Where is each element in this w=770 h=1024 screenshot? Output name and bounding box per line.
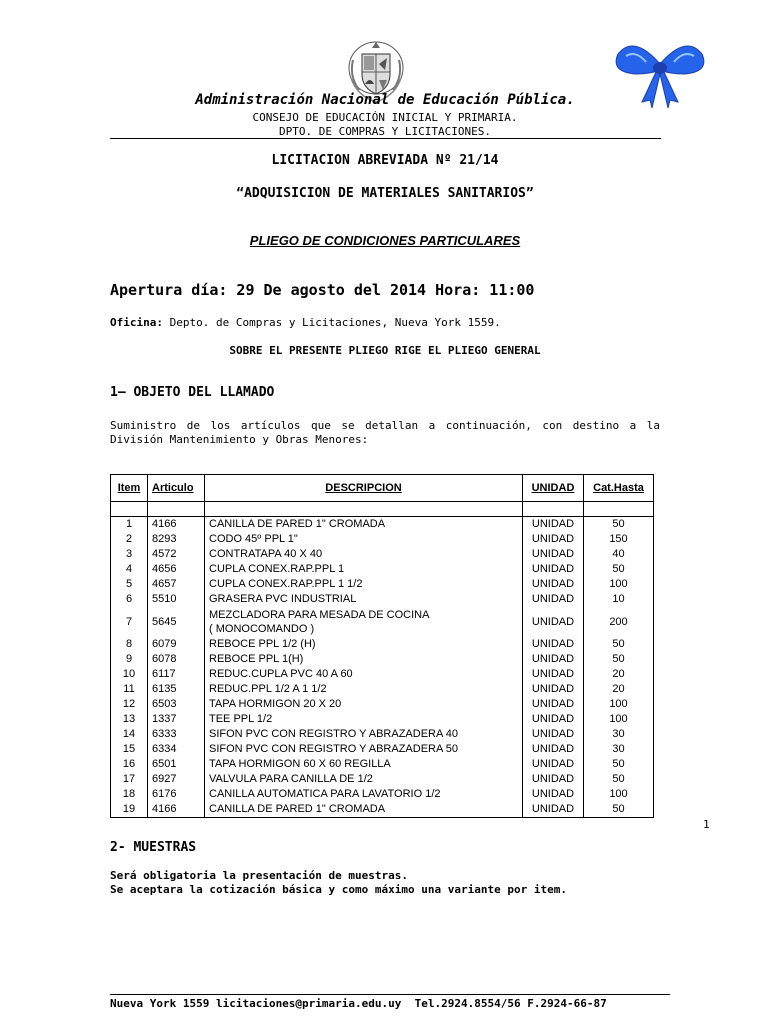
- cell-unidad: UNIDAD: [523, 772, 584, 787]
- pliego-title: PLIEGO DE CONDICIONES PARTICULARES: [249, 233, 521, 248]
- cell-item: 15: [111, 742, 148, 757]
- cell-articulo: 6333: [148, 727, 205, 742]
- cell-item: 13: [111, 712, 148, 727]
- table-row: [111, 637, 654, 652]
- cell-descripcion: CANILLA DE PARED 1" CROMADA: [205, 517, 523, 533]
- general-terms-note: SOBRE EL PRESENTE PLIEGO RIGE EL PLIEGO GENERAL: [229, 344, 541, 357]
- table-row: [111, 562, 654, 577]
- cell-cat-hasta: 50: [584, 562, 654, 577]
- cell-articulo: 4572: [148, 547, 205, 562]
- cell-unidad: UNIDAD: [523, 697, 584, 712]
- cell-descripcion: CUPLA CONEX.RAP.PPL 1: [205, 562, 523, 577]
- cell-unidad: UNIDAD: [523, 682, 584, 697]
- cell-cat-hasta: 50: [584, 802, 654, 818]
- table-row: [111, 592, 654, 607]
- table-row: [111, 607, 654, 637]
- cell-descripcion: TAPA HORMIGON 20 X 20: [205, 697, 523, 712]
- cell-articulo: 4166: [148, 517, 205, 533]
- cell-cat-hasta: 20: [584, 682, 654, 697]
- cell-articulo: 6503: [148, 697, 205, 712]
- header-item: Item: [111, 475, 148, 502]
- table-row: [111, 787, 654, 802]
- office-label: Oficina:: [110, 316, 163, 329]
- page-number: 1: [703, 818, 710, 831]
- table-row: [111, 517, 654, 533]
- cell-item: 3: [111, 547, 148, 562]
- header-divider: [110, 138, 661, 139]
- cell-item: 9: [111, 652, 148, 667]
- cell-descripcion: CODO 45º PPL 1": [205, 532, 523, 547]
- office-line: [110, 316, 501, 329]
- header-articulo: Articulo: [148, 475, 205, 502]
- cell-unidad: UNIDAD: [523, 517, 584, 533]
- cell-cat-hasta: 100: [584, 697, 654, 712]
- cell-item: 2: [111, 532, 148, 547]
- cell-descripcion: REBOCE PPL 1/2 (H): [205, 637, 523, 652]
- cell-cat-hasta: 30: [584, 742, 654, 757]
- cell-unidad: UNIDAD: [523, 637, 584, 652]
- table-row: [111, 697, 654, 712]
- cell-item: 11: [111, 682, 148, 697]
- cell-cat-hasta: 20: [584, 667, 654, 682]
- cell-cat-hasta: 30: [584, 727, 654, 742]
- cell-descripcion: CANILLA DE PARED 1" CROMADA: [205, 802, 523, 818]
- cell-articulo: 6135: [148, 682, 205, 697]
- table-spacer-row: [111, 502, 654, 517]
- cell-item: 1: [111, 517, 148, 533]
- cell-descripcion: SIFON PVC CON REGISTRO Y ABRAZADERA 40: [205, 727, 523, 742]
- cell-item: 18: [111, 787, 148, 802]
- table-row: [111, 682, 654, 697]
- cell-unidad: UNIDAD: [523, 802, 584, 818]
- table-row: [111, 802, 654, 818]
- cell-descripcion: CANILLA AUTOMATICA PARA LAVATORIO 1/2: [205, 787, 523, 802]
- cell-unidad: UNIDAD: [523, 727, 584, 742]
- cell-cat-hasta: 50: [584, 517, 654, 533]
- cell-unidad: UNIDAD: [523, 667, 584, 682]
- section-1-title: 1– OBJETO DEL LLAMADO: [110, 385, 275, 400]
- cell-cat-hasta: 10: [584, 592, 654, 607]
- section-1-text: Suministro de los artículos que se detallan a continuación, con destino a la División Mantenimiento y Obras Menores:: [110, 419, 660, 446]
- cell-articulo: 6079: [148, 637, 205, 652]
- cell-item: 7: [111, 607, 148, 637]
- header-unidad: UNIDAD: [523, 475, 584, 502]
- cell-descripcion: [205, 607, 523, 637]
- cell-descripcion: SIFON PVC CON REGISTRO Y ABRAZADERA 50: [205, 742, 523, 757]
- table-row: [111, 652, 654, 667]
- cell-articulo: 6117: [148, 667, 205, 682]
- table-header-row: [111, 475, 654, 502]
- cell-cat-hasta: 100: [584, 787, 654, 802]
- cell-item: 6: [111, 592, 148, 607]
- cell-descripcion: TEE PPL 1/2: [205, 712, 523, 727]
- cell-unidad: UNIDAD: [523, 607, 584, 637]
- table-row: [111, 742, 654, 757]
- department-name: DPTO. DE COMPRAS Y LICITACIONES.: [279, 125, 491, 138]
- cell-cat-hasta: 50: [584, 652, 654, 667]
- table-row: [111, 727, 654, 742]
- table-row: [111, 547, 654, 562]
- office-value: Depto. de Compras y Licitaciones, Nueva York 1559.: [162, 316, 501, 329]
- cell-cat-hasta: 50: [584, 772, 654, 787]
- cell-articulo: 6176: [148, 787, 205, 802]
- cell-descripcion: TAPA HORMIGON 60 X 60 REGILLA: [205, 757, 523, 772]
- header-cat-hasta: Cat.Hasta: [584, 475, 654, 502]
- table-row: [111, 757, 654, 772]
- cell-unidad: UNIDAD: [523, 757, 584, 772]
- cell-unidad: UNIDAD: [523, 742, 584, 757]
- cell-item: 8: [111, 637, 148, 652]
- organization-title: Administración Nacional de Educación Pública.: [195, 92, 575, 108]
- section-2-line-2: Se aceptara la cotización básica y como máximo una variante por item.: [110, 883, 567, 896]
- cell-unidad: UNIDAD: [523, 787, 584, 802]
- cell-descripcion: CUPLA CONEX.RAP.PPL 1 1/2: [205, 577, 523, 592]
- cell-articulo: 5510: [148, 592, 205, 607]
- cell-unidad: UNIDAD: [523, 652, 584, 667]
- cell-item: 12: [111, 697, 148, 712]
- cell-descripcion: VALVULA PARA CANILLA DE 1/2: [205, 772, 523, 787]
- cell-descripcion-line-1: MEZCLADORA PARA MESADA DE COCINA: [209, 609, 430, 621]
- table-row: [111, 532, 654, 547]
- council-name: CONSEJO DE EDUCACIÓN INICIAL Y PRIMARIA.: [252, 111, 518, 124]
- table-row: [111, 667, 654, 682]
- cell-articulo: 6927: [148, 772, 205, 787]
- cell-articulo: 4166: [148, 802, 205, 818]
- cell-descripcion: GRASERA PVC INDUSTRIAL: [205, 592, 523, 607]
- cell-cat-hasta: 100: [584, 712, 654, 727]
- cell-cat-hasta: 150: [584, 532, 654, 547]
- footer-contact: Nueva York 1559 licitaciones@primaria.edu.uy Tel.2924.8554/56 F.2924-66-87: [110, 997, 607, 1010]
- footer-divider: [110, 994, 670, 995]
- tender-number: LICITACION ABREVIADA Nº 21/14: [271, 153, 499, 168]
- cell-item: 4: [111, 562, 148, 577]
- cell-descripcion: REBOCE PPL 1(H): [205, 652, 523, 667]
- cell-articulo: 6334: [148, 742, 205, 757]
- items-table: [110, 474, 654, 818]
- table-row: [111, 712, 654, 727]
- section-2-line-1: Será obligatoria la presentación de muestras.: [110, 869, 409, 882]
- opening-date: Apertura día: 29 De agosto del 2014 Hora: 11:00: [110, 281, 535, 299]
- cell-articulo: 8293: [148, 532, 205, 547]
- cell-articulo: 5645: [148, 607, 205, 637]
- cell-item: 19: [111, 802, 148, 818]
- cell-descripcion: REDUC.CUPLA PVC 40 A 60: [205, 667, 523, 682]
- table-row: [111, 772, 654, 787]
- cell-item: 16: [111, 757, 148, 772]
- cell-unidad: UNIDAD: [523, 712, 584, 727]
- cell-item: 14: [111, 727, 148, 742]
- cell-cat-hasta: 50: [584, 757, 654, 772]
- cell-descripcion-line-2: ( MONOCOMANDO ): [209, 623, 315, 635]
- cell-descripcion: REDUC.PPL 1/2 A 1 1/2: [205, 682, 523, 697]
- cell-cat-hasta: 50: [584, 637, 654, 652]
- cell-unidad: UNIDAD: [523, 562, 584, 577]
- table-row: [111, 577, 654, 592]
- cell-unidad: UNIDAD: [523, 547, 584, 562]
- cell-item: 5: [111, 577, 148, 592]
- cell-item: 10: [111, 667, 148, 682]
- cell-cat-hasta: 40: [584, 547, 654, 562]
- section-2-title: 2- MUESTRAS: [110, 840, 197, 855]
- cell-descripcion: CONTRATAPA 40 X 40: [205, 547, 523, 562]
- cell-unidad: UNIDAD: [523, 592, 584, 607]
- cell-cat-hasta: 100: [584, 577, 654, 592]
- cell-cat-hasta: 200: [584, 607, 654, 637]
- cell-unidad: UNIDAD: [523, 532, 584, 547]
- cell-articulo: 1337: [148, 712, 205, 727]
- cell-articulo: 6078: [148, 652, 205, 667]
- cell-item: 17: [111, 772, 148, 787]
- cell-unidad: UNIDAD: [523, 577, 584, 592]
- header-descripcion: DESCRIPCION: [205, 475, 523, 502]
- cell-articulo: 6501: [148, 757, 205, 772]
- cell-articulo: 4656: [148, 562, 205, 577]
- cell-articulo: 4657: [148, 577, 205, 592]
- tender-name: “ADQUISICION DE MATERIALES SANITARIOS”: [236, 186, 534, 201]
